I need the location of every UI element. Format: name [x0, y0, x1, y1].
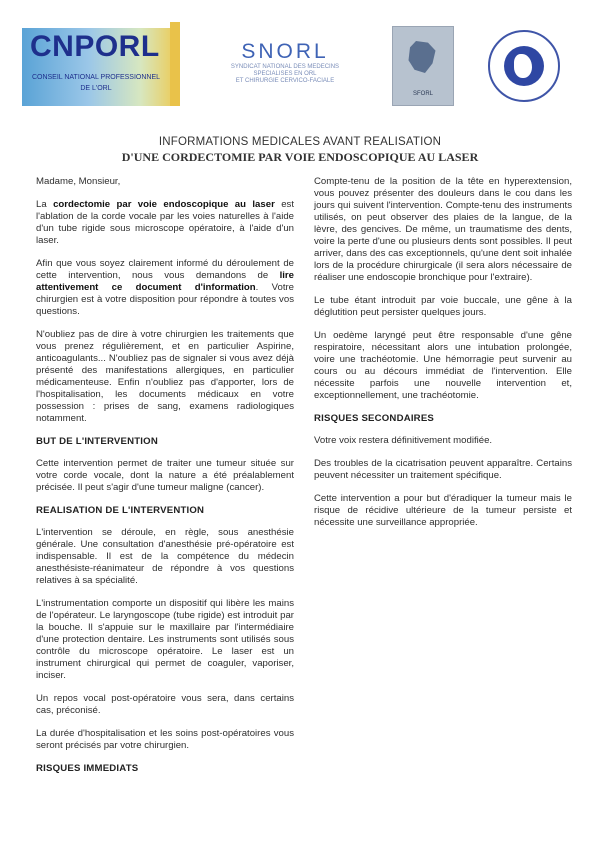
snorl-logo-line-3: ET CHIRURGIE CERVICO-FACIALE [235, 78, 335, 84]
voice-paragraph: Votre voix restera définitivement modifiée. [314, 435, 493, 446]
snorl-logo [230, 40, 340, 100]
document-title-line-2: D'UNE CORDECTOMIE PAR VOIE ENDOSCOPIQUE AU LASER [121, 150, 479, 164]
snorl-logo-word: SNORL [241, 40, 329, 63]
goal-paragraph: Cette intervention a pour but d'éradiquer la tumeur mais le risque de récidive ultérieure de la tumeur persiste et nécessite une surveillance appropriée. [314, 493, 572, 528]
instrumentation-paragraph: L'instrumentation comporte un dispositif qui libère les mains de l'opérateur. Le laryngoscope (tube rigide) est introduit par la bouche. Il s'appuie sur le maxillaire par l'intermédiaire d'une protection dentaire. Les instruments sont utilisés sous contrôle du microscope opératoire. Le laser est un instrument chirurgical qui permet de coaguler, vaporiser, inciser. [36, 598, 294, 681]
cnporl-logo [22, 22, 180, 106]
head-position-paragraph: Compte-tenu de la position de la tête en hyperextension, vous pouvez présenter des douleurs dans le cou dans les jours qui suivent l'intervention. Compte-tenu des instruments utilisés, on peut observer des plaies de la langue, de la lèvre, des gencives. De même, un traumatisme des dents, voire la perte d'une ou plusieurs dents sont possibles. Il peut arriver, dans des cas exceptionnels, qu'une dent soit inhalée lors de la procédure chirurgicale (il sera alors nécessaire de réaliser une endoscopie bronchique pour l'extraire). [314, 176, 572, 283]
treatments-paragraph: N'oubliez pas de dire à votre chirurgien les traitements que vous prenez régulièrement, et en particulier Aspirine, anticoagulants... N'oubliez pas de signaler si vous avez déjà présenté des manifestations allergiques, en particulier médicamenteuse. Enfin n'oubliez pas d'apporter, lors de l'hospitalisation, les documents médicaux en votre possession : prises de sang, examens radiologiques notamment. [36, 329, 294, 424]
section-heading-but: BUT DE L'INTERVENTION [36, 436, 158, 447]
left-column [36, 176, 294, 785]
cnporl-logo-subtitle-1: CONSEIL NATIONAL PROFESSIONNEL [31, 74, 161, 81]
france-map-icon [407, 41, 437, 73]
tube-paragraph: Le tube étant introduit par voie buccale, une gêne à la déglutition peut persister quelques jours. [314, 295, 572, 318]
but-paragraph: Cette intervention permet de traiter une tumeur située sur votre corde vocale, dont la nature a été préalablement précisée. Il peut s'agir d'une tumeur maligne (cancer). [36, 458, 294, 493]
hospital-stay-paragraph: La durée d'hospitalisation et les soins post-opératoires vous seront précisés par votre chirurgien. [36, 728, 294, 751]
vocal-rest-paragraph: Un repos vocal post-opératoire vous sera, dans certains cas, préconisé. [36, 693, 294, 716]
healing-paragraph: Des troubles de la cicatrisation peuvent apparaître. Certains peuvent nécessiter un traitement spécifique. [314, 458, 572, 481]
society-seal-logo [488, 30, 560, 102]
anesthesia-paragraph: L'intervention se déroule, en règle, sous anesthésie générale. Une consultation d'anesthésie pré-opératoire est indispensable. Il est de la compétence du médecin anesthésiste-réanimateur de répondre à vos questions relatives à sa spécialité. [36, 527, 294, 586]
section-heading-realisation: REALISATION DE L'INTERVENTION [36, 505, 205, 516]
snorl-logo-line-1: SYNDICAT NATIONAL DES MEDECINS [230, 64, 340, 70]
france-map-caption: SFORL [412, 91, 433, 97]
greeting: Madame, Monsieur, [36, 176, 121, 187]
read-carefully-emphasis: lire attentivement ce document d'information [36, 270, 294, 293]
cnporl-logo-subtitle-2: DE L'ORL [80, 85, 112, 92]
oedema-paragraph: Un oedème laryngé peut être responsable d'une gêne respiratoire, nécessitant alors une intubation prolongée, voire une trachéotomie. Une hémorragie peut survenir au cours ou au décours immédiat de l'intervention. Elle nécessite parfois une nouvelle intervention et, exceptionnellement, une trachéotomie. [314, 330, 572, 401]
section-heading-risques-immediats: RISQUES IMMEDIATS [36, 763, 139, 774]
snorl-logo-line-2: SPECIALISES EN ORL [253, 71, 317, 77]
information-paragraph: Afin que vous soyez clairement informé du déroulement de cette intervention, nous vous demandons de lire attentivement ce document d'information. Votre chirurgien est à votre disposition pour répondre à toutes vos questions. [36, 258, 295, 317]
header-logos [0, 22, 600, 112]
document-title-line-1: INFORMATIONS MEDICALES AVANT REALISATION [158, 136, 442, 148]
right-column [314, 176, 572, 540]
france-map-logo [392, 26, 454, 106]
section-heading-risques-secondaires: RISQUES SECONDAIRES [314, 413, 435, 424]
seal-emblem-icon [504, 46, 544, 86]
intro-paragraph: La cordectomie par voie endoscopique au laser est l'ablation de la corde vocale par les voies naturelles à l'aide d'un tube rigide sous microscope opératoire, à l'aide d'un laser. [36, 199, 294, 246]
procedure-name: cordectomie par voie endoscopique au laser [53, 199, 275, 210]
cnporl-logo-word: CNPORL [30, 30, 160, 63]
